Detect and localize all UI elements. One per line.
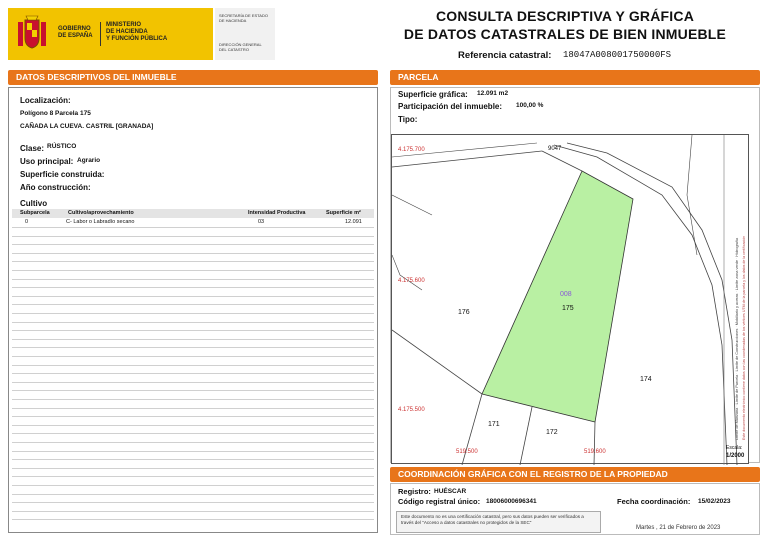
localizacion-line-1: Polígono 8 Parcela 175 — [20, 110, 91, 117]
registro-label: Registro: — [398, 487, 431, 496]
sec-line-3: DIRECCIÓN GENERAL — [219, 42, 262, 47]
coord-y-middle: 4.175.600 — [398, 278, 425, 284]
table-cell-cultivo: C- Labor o Labradío secano — [66, 219, 135, 225]
table-empty-row — [12, 279, 374, 280]
map-label-9047: 9047 — [548, 146, 562, 152]
ministry-line-2: DE HACIENDA — [106, 29, 148, 35]
map-label-008: 008 — [560, 291, 572, 298]
coord-x-left: 519.500 — [456, 449, 478, 455]
map-label-175: 175 — [562, 305, 574, 312]
table-empty-row — [12, 494, 374, 495]
coord-y-bottom: 4.175.500 — [398, 407, 425, 413]
table-empty-row — [12, 382, 374, 383]
codigo-registral-label: Código registral único: — [398, 497, 481, 506]
sec-line-4: DEL CATASTRO — [219, 47, 249, 52]
sec-line-1: SECRETARÍA DE ESTADO — [219, 13, 268, 18]
table-empty-row — [12, 347, 374, 348]
clase-label: Clase: — [20, 144, 45, 153]
registro-value: HUÉSCAR — [434, 488, 467, 495]
table-empty-row — [12, 442, 374, 443]
table-empty-row — [12, 485, 374, 486]
table-empty-row — [12, 468, 374, 469]
localizacion-line-2: CAÑADA LA CUEVA. CASTRIL [GRANADA] — [20, 123, 154, 130]
coat-of-arms-icon — [14, 14, 50, 52]
ministry-line-1: MINISTERIO — [106, 22, 142, 28]
table-empty-row — [12, 304, 374, 305]
col-cultivo: Cultivo/aprovechamiento — [68, 210, 134, 216]
table-empty-row — [12, 253, 374, 254]
table-empty-row — [12, 373, 374, 374]
col-subparcela: Subparcela — [20, 210, 50, 216]
table-empty-row — [12, 296, 374, 297]
logo-divider — [100, 22, 101, 46]
map-vertical-note: Este documento electrónico contiene datos con las coordenadas de los vértices UTM de la parcela y los datos de la certificación — [742, 235, 746, 440]
disclaimer-note: Este documento no es una certificación catastral, pero sus datos pueden ser verificados a través del "Acceso a datos catastrales no protegidos de la SEC" — [396, 511, 601, 533]
table-empty-row — [12, 433, 374, 434]
map-legend-strip — [728, 140, 750, 440]
table-empty-row — [12, 502, 374, 503]
table-empty-row — [12, 425, 374, 426]
fecha-coordinacion-value: 15/02/2023 — [698, 498, 731, 505]
map-label-171: 171 — [488, 421, 500, 428]
escala-label: Escala: — [726, 445, 743, 451]
table-empty-row — [12, 416, 374, 417]
footer-date: Martes , 21 de Febrero de 2023 — [636, 525, 721, 531]
codigo-registral-value: 18006000696341 — [486, 498, 537, 505]
table-empty-row — [12, 390, 374, 391]
ministry-line-3: Y FUNCIÓN PÚBLICA — [106, 36, 168, 42]
table-empty-row — [12, 476, 374, 477]
gov-line-1: GOBIERNO — [58, 26, 91, 32]
ref-catastral-label: Referencia catastral: — [458, 50, 552, 61]
map-label-172: 172 — [546, 429, 558, 436]
table-cell-subparcela: 0 — [25, 219, 29, 225]
map-svg — [392, 135, 750, 465]
tipo-label: Tipo: — [398, 115, 418, 124]
uso-principal-label: Uso principal: — [20, 157, 74, 166]
escala-value: 1/2000 — [726, 453, 745, 459]
superficie-construida-label: Superficie construida: — [20, 170, 105, 179]
table-cell-superficie: 12.091 — [345, 219, 362, 225]
title-line-2: DE DATOS CATASTRALES DE BIEN INMUEBLE — [403, 26, 727, 42]
participacion-label: Participación del inmueble: — [398, 102, 503, 111]
parcela-bar: PARCELA — [390, 70, 760, 85]
datos-descriptivos-bar: DATOS DESCRIPTIVOS DEL INMUEBLE — [8, 70, 378, 85]
table-empty-row — [12, 261, 374, 262]
table-empty-row — [12, 322, 374, 323]
map-label-176: 176 — [458, 309, 470, 316]
datos-descriptivos-panel — [8, 87, 378, 533]
cultivo-title: Cultivo — [20, 199, 48, 208]
map-legend-text: Límite de Manzana · Límite de Parcela · Límite de Construcciones · Mobiliario y aceras · Límite zona verde · Hidrografía — [735, 237, 739, 440]
table-empty-row — [12, 451, 374, 452]
table-empty-row — [12, 236, 374, 237]
col-intensidad: Intensidad Productiva — [248, 210, 306, 216]
table-empty-row — [12, 459, 374, 460]
uso-principal-value: Agrario — [77, 157, 101, 164]
table-empty-row — [12, 270, 374, 271]
fecha-coordinacion-label: Fecha coordinación: — [617, 497, 691, 506]
cultivo-table-header — [12, 209, 374, 218]
table-empty-row — [12, 244, 374, 245]
table-empty-row — [12, 519, 374, 520]
participacion-value: 100,00 % — [516, 102, 544, 109]
title-line-1: CONSULTA DESCRIPTIVA Y GRÁFICA — [435, 8, 694, 24]
superficie-grafica-value: 12.091 m2 — [477, 90, 509, 97]
table-empty-row — [12, 399, 374, 400]
ref-catastral-value: 18047A008001750000FS — [563, 50, 672, 60]
table-empty-row — [12, 511, 374, 512]
table-cell-intensidad: 03 — [258, 219, 265, 225]
table-empty-row — [12, 356, 374, 357]
parcel-175-shape — [482, 171, 633, 422]
sec-line-2: DE HACIENDA — [219, 18, 247, 23]
table-empty-row — [12, 313, 374, 314]
superficie-grafica-label: Superficie gráfica: — [398, 90, 468, 99]
table-empty-row — [12, 408, 374, 409]
map-label-174: 174 — [640, 376, 652, 383]
table-empty-row — [12, 287, 374, 288]
coord-x-right: 519.600 — [584, 449, 606, 455]
table-empty-row — [12, 330, 374, 331]
table-empty-row — [12, 227, 374, 228]
localizacion-label: Localización: — [20, 96, 71, 105]
col-superficie: Superficie m² — [326, 210, 361, 216]
gov-line-2: DE ESPAÑA — [58, 33, 93, 39]
coord-y-top: 4.175.700 — [398, 147, 425, 153]
table-empty-row — [12, 365, 374, 366]
cadastral-map — [391, 134, 749, 464]
table-empty-row — [12, 339, 374, 340]
clase-value: RÚSTICO — [47, 143, 77, 150]
coordinacion-bar: COORDINACIÓN GRÁFICA CON EL REGISTRO DE LA PROPIEDAD — [390, 467, 760, 482]
anio-construccion-label: Año construcción: — [20, 183, 91, 192]
page-title — [400, 7, 730, 43]
